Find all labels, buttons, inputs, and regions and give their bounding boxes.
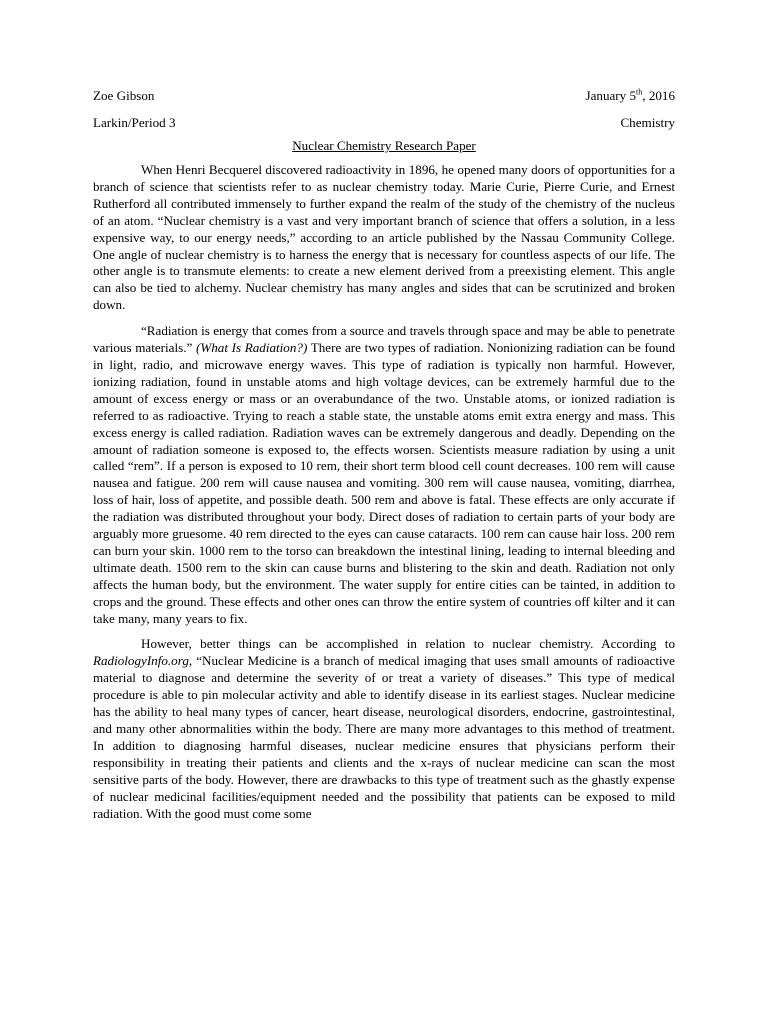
- paragraph-3: [93, 636, 675, 822]
- paragraph-2: [93, 323, 675, 627]
- paragraph-3-source: RadiologyInfo.org: [93, 653, 189, 669]
- class-period: Larkin/Period 3: [93, 115, 176, 130]
- paragraph-1: When Henri Becquerel discovered radioactivity in 1896, he opened many doors of opportunities for a branch of science that scientists refer to as nuclear chemistry today. Marie Curie, Pierre Curie, and Ernest Rutherford all contributed immensely to further expand the realm of the study of the chemistry of the nucleus of an atom. “Nuclear chemistry is a vast and very important branch of science that offers a solution, in a less expensive way, to our energy needs,” according to an article published by the Nassau Community College. One angle of nuclear chemistry is to harness the energy that is necessary for countless aspects of our life. The other angle is to transmute elements: to create a new element derived from a preexisting element. This angle can also be tied to alchemy. Nuclear chemistry has many angles and sides that can be scrutinized and broken down.: [93, 162, 675, 313]
- subject: Chemistry: [620, 115, 675, 130]
- date-suffix: , 2016: [642, 88, 675, 103]
- paragraph-2-body: There are two types of radiation. Nonionizing radiation can be found in light, radio, and microwave energy waves. This type of radiation is typically non harmful. However, ionizing radiation, found in unstable atoms and high voltage devices, can be extremely harmful due to the amount of excess energy or mass or an overabundance of the two. Unstable atoms, or ionized radiation is referred to as radioactive. Trying to reach a stable state, the unstable atoms emit extra energy and mass. This excess energy is called radiation. Radiation waves can be extremely dangerous and deadly. Depending on the amount of radiation someone is exposed to, the effects worsen. Scientists measure radiation by using a unit called “rem”. If a person is exposed to 10 rem, their short term blood cell count decreases. 100 rem will cause nausea and fatigue. 200 rem will cause nausea and vomiting. 300 rem will cause nausea, vomiting, diarrhea, loss of hair, loss of appetite, and possible death. 500 rem and above is fatal. These effects are only accurate if the radiation was distributed throughout your body. Direct doses of radiation to certain parts of your body are arguably more gruesome. 40 rem directed to the eyes can cause cataracts. 100 rem can cause hair loss. 200 rem can burn your skin. 1000 rem to the torso can breakdown the intestinal lining, leading to internal bleeding and ultimate death. 1500 rem to the skin can cause burns and blistering to the skin and death. Radiation not only affects the human body, but the environment. The water supply for entire cities can be tainted, in addition to crops and the ground. These effects and other ones can throw the entire system of countries off kilter and it can take many, many years to fix.: [93, 340, 676, 626]
- paragraph-2-quote: “Radiation is energy that comes from a source and travels through space and may be able to penetrate various materials.”: [93, 323, 675, 356]
- paragraph-3-body: , “Nuclear Medicine is a branch of medical imaging that uses small amounts of radioactive material to diagnose and determine the severity of or treat a variety of diseases.” This type of medical procedure is able to pin molecular activity and able to identify disease in its earliest stages. Nuclear medicine has the ability to heal many types of cancer, heart disease, neurological disorders, endocrine, gastrointestinal, and many other abnormalities within the body. There are many more advantages to this method of treatment. In addition to diagnosing harmful diseases, nuclear medicine ensures that physicians perform their responsibility in treating their patients and clients and the x-rays of nuclear medicine can scan the most sensitive parts of the body. However, there are drawbacks to this type of treatment such as the ghastly expense of nuclear medicinal facilities/equipment needed and the possibility that patients can be exposed to mild radiation. With the good must come some: [93, 653, 675, 821]
- date-ordinal: th: [636, 87, 643, 97]
- header-row-1: [93, 87, 675, 104]
- date-prefix: January 5: [585, 88, 637, 103]
- author-name: Zoe Gibson: [93, 88, 155, 103]
- paragraph-3-intro: However, better things can be accomplished in relation to nuclear chemistry. According to: [141, 636, 675, 652]
- paper-title: Nuclear Chemistry Research Paper: [292, 138, 476, 153]
- header-row-2: [93, 114, 675, 131]
- paragraph-2-citation: (What Is Radiation?): [195, 340, 308, 356]
- date: [585, 87, 675, 104]
